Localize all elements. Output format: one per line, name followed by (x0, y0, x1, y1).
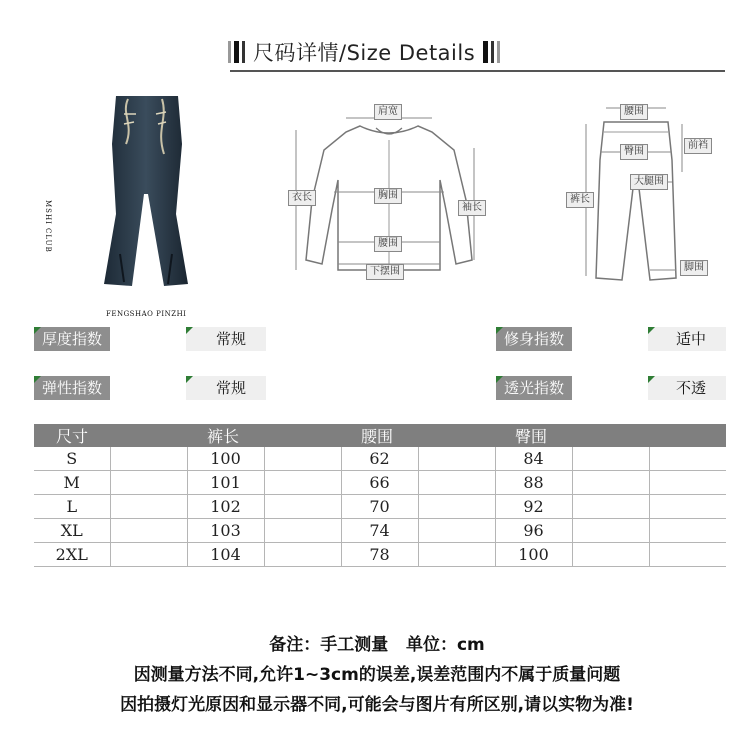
elasticity-value-box (186, 376, 266, 400)
product-photo (16, 74, 272, 326)
cell-size: 2XL (34, 543, 110, 567)
cell-hip: 88 (495, 471, 572, 495)
header-pants-length: 裤长 (187, 424, 264, 447)
title-left-decoration (228, 41, 245, 63)
table-row (34, 519, 726, 543)
shirt-hem-label: 下摆围 (366, 264, 404, 280)
cell-pants-length: 101 (187, 471, 264, 495)
cell-waist: 62 (341, 447, 418, 471)
table-row (34, 471, 726, 495)
table-row (34, 543, 726, 567)
flared-jeans-image (16, 74, 272, 326)
shirt-length-label: 衣长 (288, 190, 316, 206)
fit-value-box (648, 327, 726, 351)
pants-waist-label: 腰围 (620, 104, 648, 120)
header-size: 尺寸 (34, 424, 110, 447)
cell-pants-length: 103 (187, 519, 264, 543)
cell-waist: 66 (341, 471, 418, 495)
pants-leg-opening-label: 脚围 (680, 260, 708, 276)
cell-pants-length: 100 (187, 447, 264, 471)
elasticity-label: 弹性指数 (34, 376, 110, 400)
thickness-label: 厚度指数 (34, 327, 110, 351)
table-row (34, 447, 726, 471)
cell-size: L (34, 495, 110, 519)
cell-hip: 84 (495, 447, 572, 471)
thickness-value-box (186, 327, 266, 351)
shirt-sleeve-label: 袖长 (458, 200, 486, 216)
cell-hip: 100 (495, 543, 572, 567)
pants-hip-label: 臀围 (620, 144, 648, 160)
size-table (34, 424, 726, 567)
page-title: 尺码详情/Size Details (253, 41, 476, 65)
shirt-size-diagram (284, 100, 494, 290)
measurement-note: 备注：手工测量 单位：cm (269, 635, 485, 655)
cell-waist: 74 (341, 519, 418, 543)
cell-pants-length: 102 (187, 495, 264, 519)
color-disclaimer-note: 因拍摄灯光原因和显示器不同,可能会与图片有所区别,请以实物为准! (120, 695, 634, 715)
title-right-decoration (483, 41, 500, 63)
shirt-waist-label: 腰围 (374, 236, 402, 252)
pants-length-label: 裤长 (566, 192, 594, 208)
transparency-label: 透光指数 (496, 376, 572, 400)
cell-hip: 96 (495, 519, 572, 543)
fit-label: 修身指数 (496, 327, 572, 351)
tolerance-note: 因测量方法不同,允许1~3cm的误差,误差范围内不属于质量问题 (133, 665, 621, 685)
fit-value: 适中 (675, 330, 706, 348)
section-title-bar (228, 36, 500, 68)
cell-waist: 78 (341, 543, 418, 567)
elasticity-value: 常规 (215, 379, 246, 397)
cell-pants-length: 104 (187, 543, 264, 567)
thickness-value: 常规 (215, 330, 246, 348)
shirt-shoulder-label: 肩宽 (374, 104, 402, 120)
brand-vertical: MSHI CLUB (44, 200, 52, 253)
cell-size: XL (34, 519, 110, 543)
header-waist: 腰围 (341, 424, 418, 447)
header-hip: 臀围 (495, 424, 572, 447)
size-table-header (34, 424, 726, 447)
brand-horizontal: FENGSHAO PINZHI (106, 310, 187, 318)
cell-hip: 92 (495, 495, 572, 519)
pants-front-rise-label: 前裆 (684, 138, 712, 154)
shirt-chest-label: 胸围 (374, 188, 402, 204)
cell-size: S (34, 447, 110, 471)
title-underline (230, 70, 725, 72)
pants-thigh-label: 大腿围 (630, 174, 668, 190)
transparency-value: 不透 (675, 379, 706, 397)
table-row (34, 495, 726, 519)
cell-size: M (34, 471, 110, 495)
pants-size-diagram (564, 100, 724, 290)
transparency-value-box (648, 376, 726, 400)
cell-waist: 70 (341, 495, 418, 519)
